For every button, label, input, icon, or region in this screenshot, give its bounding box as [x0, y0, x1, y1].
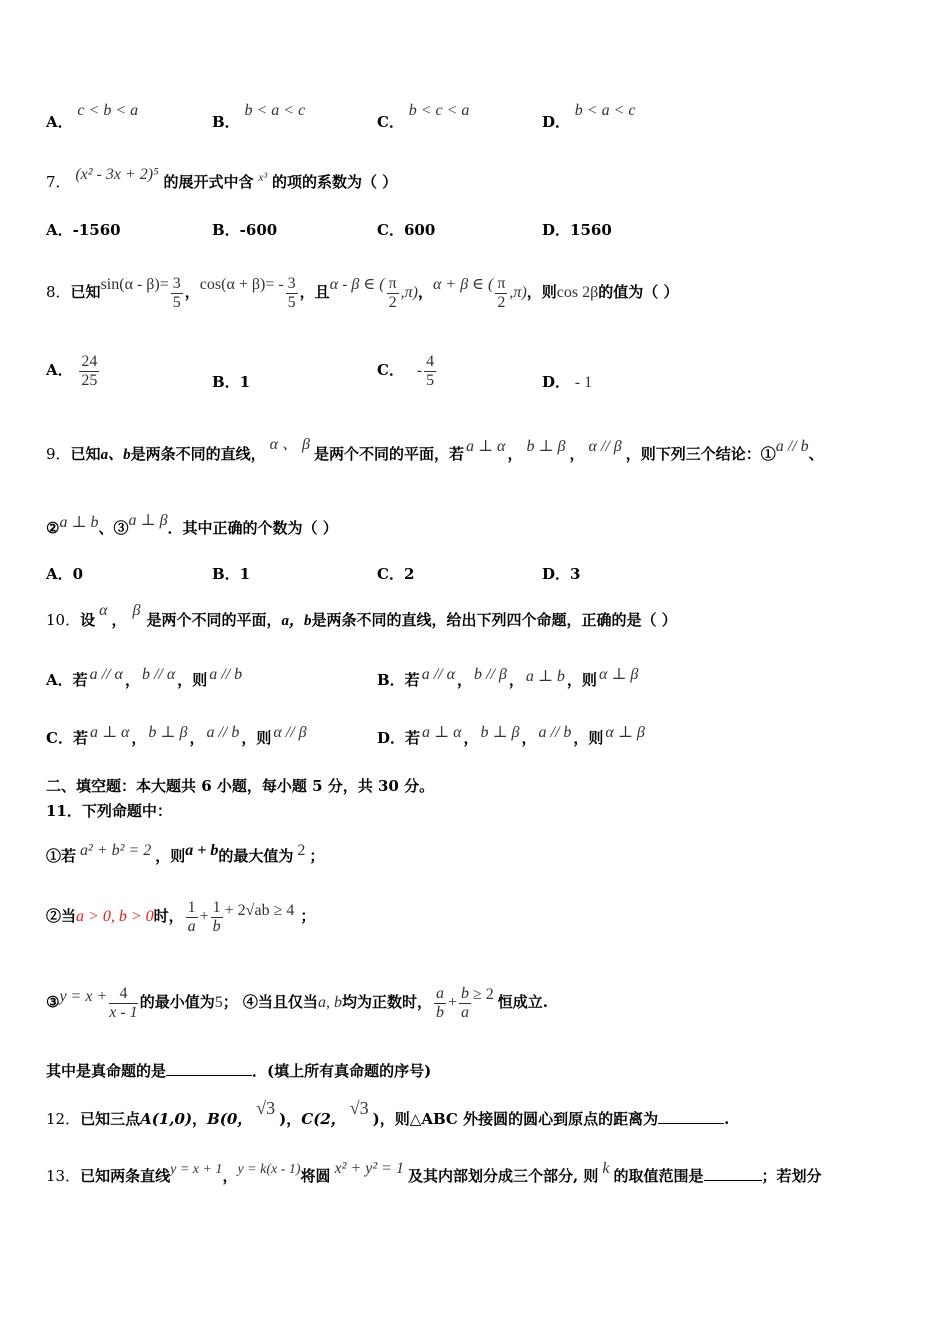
q7-x3: x³	[258, 170, 268, 184]
q10-a-p3: a // b	[209, 666, 243, 683]
q10-a-s2: ，则	[177, 671, 208, 689]
q10-c-s3: ，则	[241, 729, 272, 747]
q13-number: 13．	[46, 1167, 81, 1185]
q11-i2-plus: +	[199, 908, 209, 925]
q8-expr-interval1: α - β ∈ (	[329, 276, 385, 293]
q8-text2: ，且	[299, 283, 330, 301]
q10-a-p1: a // α	[89, 666, 123, 683]
q12-end: .	[724, 1110, 730, 1128]
q11-i4-plus: +	[447, 994, 457, 1011]
q7-text2: 的项的系数为（ ）	[271, 173, 398, 191]
q10-d-s3: ，则	[573, 729, 604, 747]
q8-expr-cos2beta: cos 2β	[556, 284, 599, 301]
q12-comma2: ，	[286, 1110, 302, 1128]
q10-c-p4: α // β	[273, 724, 307, 741]
q8-expr-interval1-end: ,π)	[400, 284, 418, 301]
q8-text1: 已知	[70, 283, 101, 301]
q10-d-p3: a // b	[538, 724, 572, 741]
q10-b-label: B．若	[377, 671, 420, 689]
q11-i4-f1-num: a	[435, 984, 444, 1002]
q10-d-s1: ，	[463, 729, 479, 747]
q10-option-c	[46, 724, 309, 749]
q11-i1-text1: ，则	[155, 847, 186, 865]
q6-b-label: B．	[212, 113, 240, 131]
q11-i4-frac1	[434, 985, 446, 1022]
q11-i2-f2-den: b	[212, 917, 221, 935]
q12-point-b2: )	[279, 1110, 287, 1128]
q10-c-p3: a // b	[206, 724, 240, 741]
q10-c-p2: b ⊥ β	[148, 724, 188, 741]
q11-i4-f1-den: b	[435, 1003, 444, 1021]
q10-b-s3: ，则	[566, 671, 597, 689]
q12-point-c2: )	[372, 1110, 380, 1128]
q8-a-label: A．	[46, 361, 73, 379]
q11-i3-text1: 的最小值为	[139, 993, 215, 1011]
q8-c-num: 4	[426, 352, 435, 370]
q11-i2-frac2	[211, 899, 223, 936]
q9-option-a: A．0	[46, 565, 84, 583]
q12-text1: 已知三点	[80, 1110, 141, 1128]
q11-answer-blank[interactable]	[166, 1075, 252, 1076]
q10-a-label: A．若	[46, 671, 88, 689]
q8-c-label: C．	[377, 361, 404, 379]
q6-b-expr: b < a < c	[244, 102, 306, 119]
q9-comma1: ，	[507, 445, 523, 463]
q11-i1-text2: 的最大值为	[218, 847, 294, 865]
q8-d-value: - 1	[574, 374, 593, 391]
q8-frac4-num: π	[497, 274, 506, 292]
q9-text4: ，则下列三个结论：①	[625, 445, 776, 463]
q10-d-p4: α ⊥ β	[605, 724, 645, 741]
q9-option-d: D．3	[542, 565, 581, 583]
q10-option-d	[377, 724, 647, 749]
q11-i1-value: 2	[297, 842, 306, 859]
q11-i3-mark: ③	[46, 993, 60, 1011]
q11-i3-text2: ； ④当且仅当	[222, 993, 318, 1011]
q8-frac-pi-2-a	[387, 275, 399, 312]
q8-d-label: D．	[542, 373, 571, 391]
q8-frac1-den: 5	[172, 293, 181, 311]
q11-item2	[46, 896, 315, 937]
q13-circle: x² + y² = 1	[334, 1160, 404, 1177]
q11-i1-expr: a² + b² = 2	[80, 842, 152, 859]
q10-b-p1: a // α	[421, 666, 455, 683]
q11-i3-ab: a, b	[317, 994, 342, 1011]
q11-item3	[46, 980, 548, 1025]
q11-i2-frac1	[186, 899, 198, 936]
q10-option-b	[377, 666, 640, 691]
q10-c-p1: a ⊥ α	[89, 724, 130, 741]
q8-a-frac	[79, 353, 99, 390]
q11-i4-end: 恒成立.	[497, 993, 548, 1011]
q11-i4-rest: ≥ 2	[472, 986, 494, 1003]
q10-text1: 设	[80, 611, 96, 629]
q6-option-c	[377, 102, 470, 133]
q12-sqrt1: √3	[256, 1098, 276, 1118]
q10-b-s2: ，	[508, 671, 524, 689]
q10-b-p3: a ⊥ b	[525, 668, 565, 685]
q10-text2: 是两个不同的平面，	[146, 611, 282, 629]
q13-text5: ；若划分	[761, 1167, 822, 1185]
q13-text4: 的取值范围是	[613, 1167, 704, 1185]
q13-comma1: ，	[222, 1167, 238, 1185]
q9-text5: 、	[808, 445, 824, 463]
q9-cond3: α // β	[588, 438, 622, 455]
q10-a-s1: ，	[124, 671, 140, 689]
q10-option-a	[46, 666, 244, 691]
q10-comma1: ，	[111, 611, 127, 629]
q10-beta: β	[132, 602, 141, 619]
q9-text3: 是两个不同的平面，若	[313, 445, 464, 463]
q11-i3-text3: 均为正数时，	[341, 993, 432, 1011]
q9-option-b: B．1	[212, 565, 251, 583]
q10-alpha: α	[99, 602, 108, 619]
q8-frac4-den: 2	[497, 293, 506, 311]
q13-answer-blank[interactable]	[704, 1180, 762, 1181]
q11-i4-f2-den: a	[460, 1003, 469, 1021]
q10-b-p2: b // β	[474, 666, 507, 683]
q11-i2-f1-den: a	[187, 917, 196, 935]
q10-number: 10．	[46, 611, 81, 629]
q10-stem	[46, 602, 677, 631]
q10-b-s1: ，	[456, 671, 472, 689]
q10-d-p2: b ⊥ β	[480, 724, 520, 741]
q9-ab: a、b	[100, 447, 131, 463]
q10-ab: a，b	[281, 613, 312, 629]
q11-heading: 11．下列命题中：	[46, 802, 172, 820]
q8-option-c	[377, 350, 438, 391]
q12-sqrt2: √3	[349, 1098, 369, 1118]
q11-i1-ab: a + b	[185, 842, 219, 859]
q12-point-b1: B(0，	[207, 1110, 253, 1128]
q7-option-a: A．-1560	[46, 221, 121, 239]
q8-c-frac	[424, 353, 436, 390]
q9-planes: α 、 β	[269, 436, 310, 453]
q8-expr-interval2-end: ,π)	[509, 284, 527, 301]
q11-item1	[46, 842, 325, 867]
q11-i2-condition: a > 0, b > 0	[76, 908, 154, 925]
q9-result3: a ⊥ β	[128, 512, 168, 529]
q7-expression: (x² - 3x + 2)⁵	[75, 166, 159, 183]
q8-expr-interval2: α + β ∈ (	[433, 276, 494, 293]
q10-c-s1: ，	[131, 729, 147, 747]
q12-stem	[46, 1098, 730, 1129]
q6-d-label: D．	[542, 113, 571, 131]
q8-frac-pi-2-b	[495, 275, 507, 312]
q10-d-s2: ，	[521, 729, 537, 747]
q9-mark2: ②	[46, 519, 60, 537]
q8-comma1: ，	[184, 283, 200, 301]
q13-stem	[46, 1160, 822, 1188]
q11-i2-f2-num: 1	[212, 898, 221, 916]
q11-i2-mark: ②当	[46, 907, 77, 925]
q8-frac1-num: 3	[172, 274, 181, 292]
q7-text1: 的展开式中含	[163, 173, 254, 191]
q11-i3-expr: y = x +	[59, 988, 108, 1005]
q11-tail-text2: ．(填上所有真命题的序号)	[252, 1062, 432, 1080]
q10-c-label: C．若	[46, 729, 88, 747]
q6-d-expr: b < a < c	[574, 102, 636, 119]
q10-c-s2: ，	[189, 729, 205, 747]
q8-option-d	[542, 372, 592, 393]
q8-comma2: ，	[417, 283, 433, 301]
q11-i2-f1-num: 1	[187, 898, 196, 916]
q11-i4-f2-num: b	[460, 984, 469, 1002]
q11-tail	[46, 1061, 431, 1081]
q8-expr-cos: cos(α + β)= -	[199, 276, 284, 293]
q10-b-p4: α ⊥ β	[598, 666, 639, 683]
q11-i3-den: x - 1	[109, 1003, 138, 1021]
q12-answer-blank[interactable]	[658, 1123, 724, 1124]
q8-text4: 的值为（ ）	[598, 283, 679, 301]
q6-option-d	[542, 102, 636, 133]
q9-stem-line1	[46, 436, 824, 465]
q8-expr-sin: sin(α - β)=	[100, 276, 169, 293]
q8-frac3-den: 2	[388, 293, 397, 311]
q8-number: 8．	[46, 283, 71, 301]
q7-option-b: B．-600	[212, 221, 278, 239]
q13-line1: y = x + 1	[170, 1162, 223, 1177]
q13-text3: 及其内部划分成三个部分, 则	[407, 1167, 599, 1185]
q10-a-p2: b // α	[141, 666, 176, 683]
q13-k: k	[602, 1160, 610, 1177]
q11-i3-num: 4	[109, 985, 137, 1004]
q12-point-c1: C(2，	[301, 1110, 346, 1128]
q8-c-sign: -	[416, 362, 423, 379]
q11-i1-mark: ①若	[46, 847, 77, 865]
q8-a-den: 25	[81, 371, 98, 389]
q9-stem-line2	[46, 512, 338, 539]
q11-i3-frac	[109, 985, 137, 1022]
q13-line2: y = k(x - 1)	[237, 1162, 301, 1177]
q8-frac2-den: 5	[287, 293, 296, 311]
q9-number: 9．	[46, 445, 71, 463]
q8-stem	[46, 270, 678, 315]
q12-number: 12．	[46, 1110, 81, 1128]
q6-a-expr: c < b < a	[77, 102, 139, 119]
q8-frac3-num: π	[388, 274, 397, 292]
q7-option-c: C．600	[377, 221, 436, 239]
q8-a-num: 24	[81, 352, 98, 370]
q8-option-a	[46, 350, 101, 390]
q10-text3: 是两条不同的直线，给出下列四个命题，正确的是（ ）	[311, 611, 677, 629]
q8-text3: ，则	[526, 283, 557, 301]
q9-text2: 是两条不同的直线，	[130, 445, 266, 463]
q8-frac-3-5-b	[286, 275, 298, 312]
q9-comma2: ，	[569, 445, 585, 463]
q8-frac2-num: 3	[287, 274, 296, 292]
q6-option-b	[212, 102, 306, 133]
q9-mark3: 、③	[98, 519, 129, 537]
q12-comma1: ，	[192, 1110, 208, 1128]
q9-option-c: C．2	[377, 565, 415, 583]
q11-i2-text1: 时，	[153, 907, 184, 925]
q11-i2-rest: + 2√ab ≥ 4	[224, 902, 295, 919]
q6-option-a	[46, 102, 139, 133]
q13-text2: 将圆	[300, 1167, 331, 1185]
q11-i4-frac2	[459, 985, 471, 1022]
q6-a-label: A．	[46, 113, 73, 131]
q9-cond1: a ⊥ α	[465, 438, 506, 455]
q11-i1-end: ；	[309, 847, 325, 865]
q8-frac-3-5-a	[171, 275, 183, 312]
q10-d-label: D．若	[377, 729, 421, 747]
q8-option-b: B．1	[212, 373, 251, 391]
q11-i2-end: ；	[300, 907, 316, 925]
q11-tail-text: 其中是真命题的是	[46, 1062, 167, 1080]
q12-point-a: A(1,0)	[140, 1110, 193, 1128]
q10-d-p1: a ⊥ α	[422, 724, 462, 741]
q9-cond2: b ⊥ β	[526, 438, 566, 455]
q6-c-expr: b < c < a	[408, 102, 470, 119]
section-fill-in-title: 二、填空题：本大题共 6 小题，每小题 5 分，共 30 分。	[46, 777, 435, 795]
q13-text1: 已知两条直线	[80, 1167, 171, 1185]
q8-c-den: 5	[426, 371, 435, 389]
q6-c-label: C．	[377, 113, 404, 131]
q9-result1: a // b	[775, 438, 809, 455]
q9-text6: ．其中正确的个数为（ ）	[167, 519, 338, 537]
q11-i3-value: 5	[214, 994, 223, 1011]
q9-text1: 已知	[70, 445, 101, 463]
q7-number: 7．	[46, 173, 71, 191]
q7-option-d: D．1560	[542, 221, 612, 239]
q9-result2: a ⊥ b	[59, 514, 99, 531]
q7-stem	[46, 166, 398, 193]
q12-text2: ，则△ABC 外接圆的圆心到原点的距离为	[379, 1110, 659, 1128]
